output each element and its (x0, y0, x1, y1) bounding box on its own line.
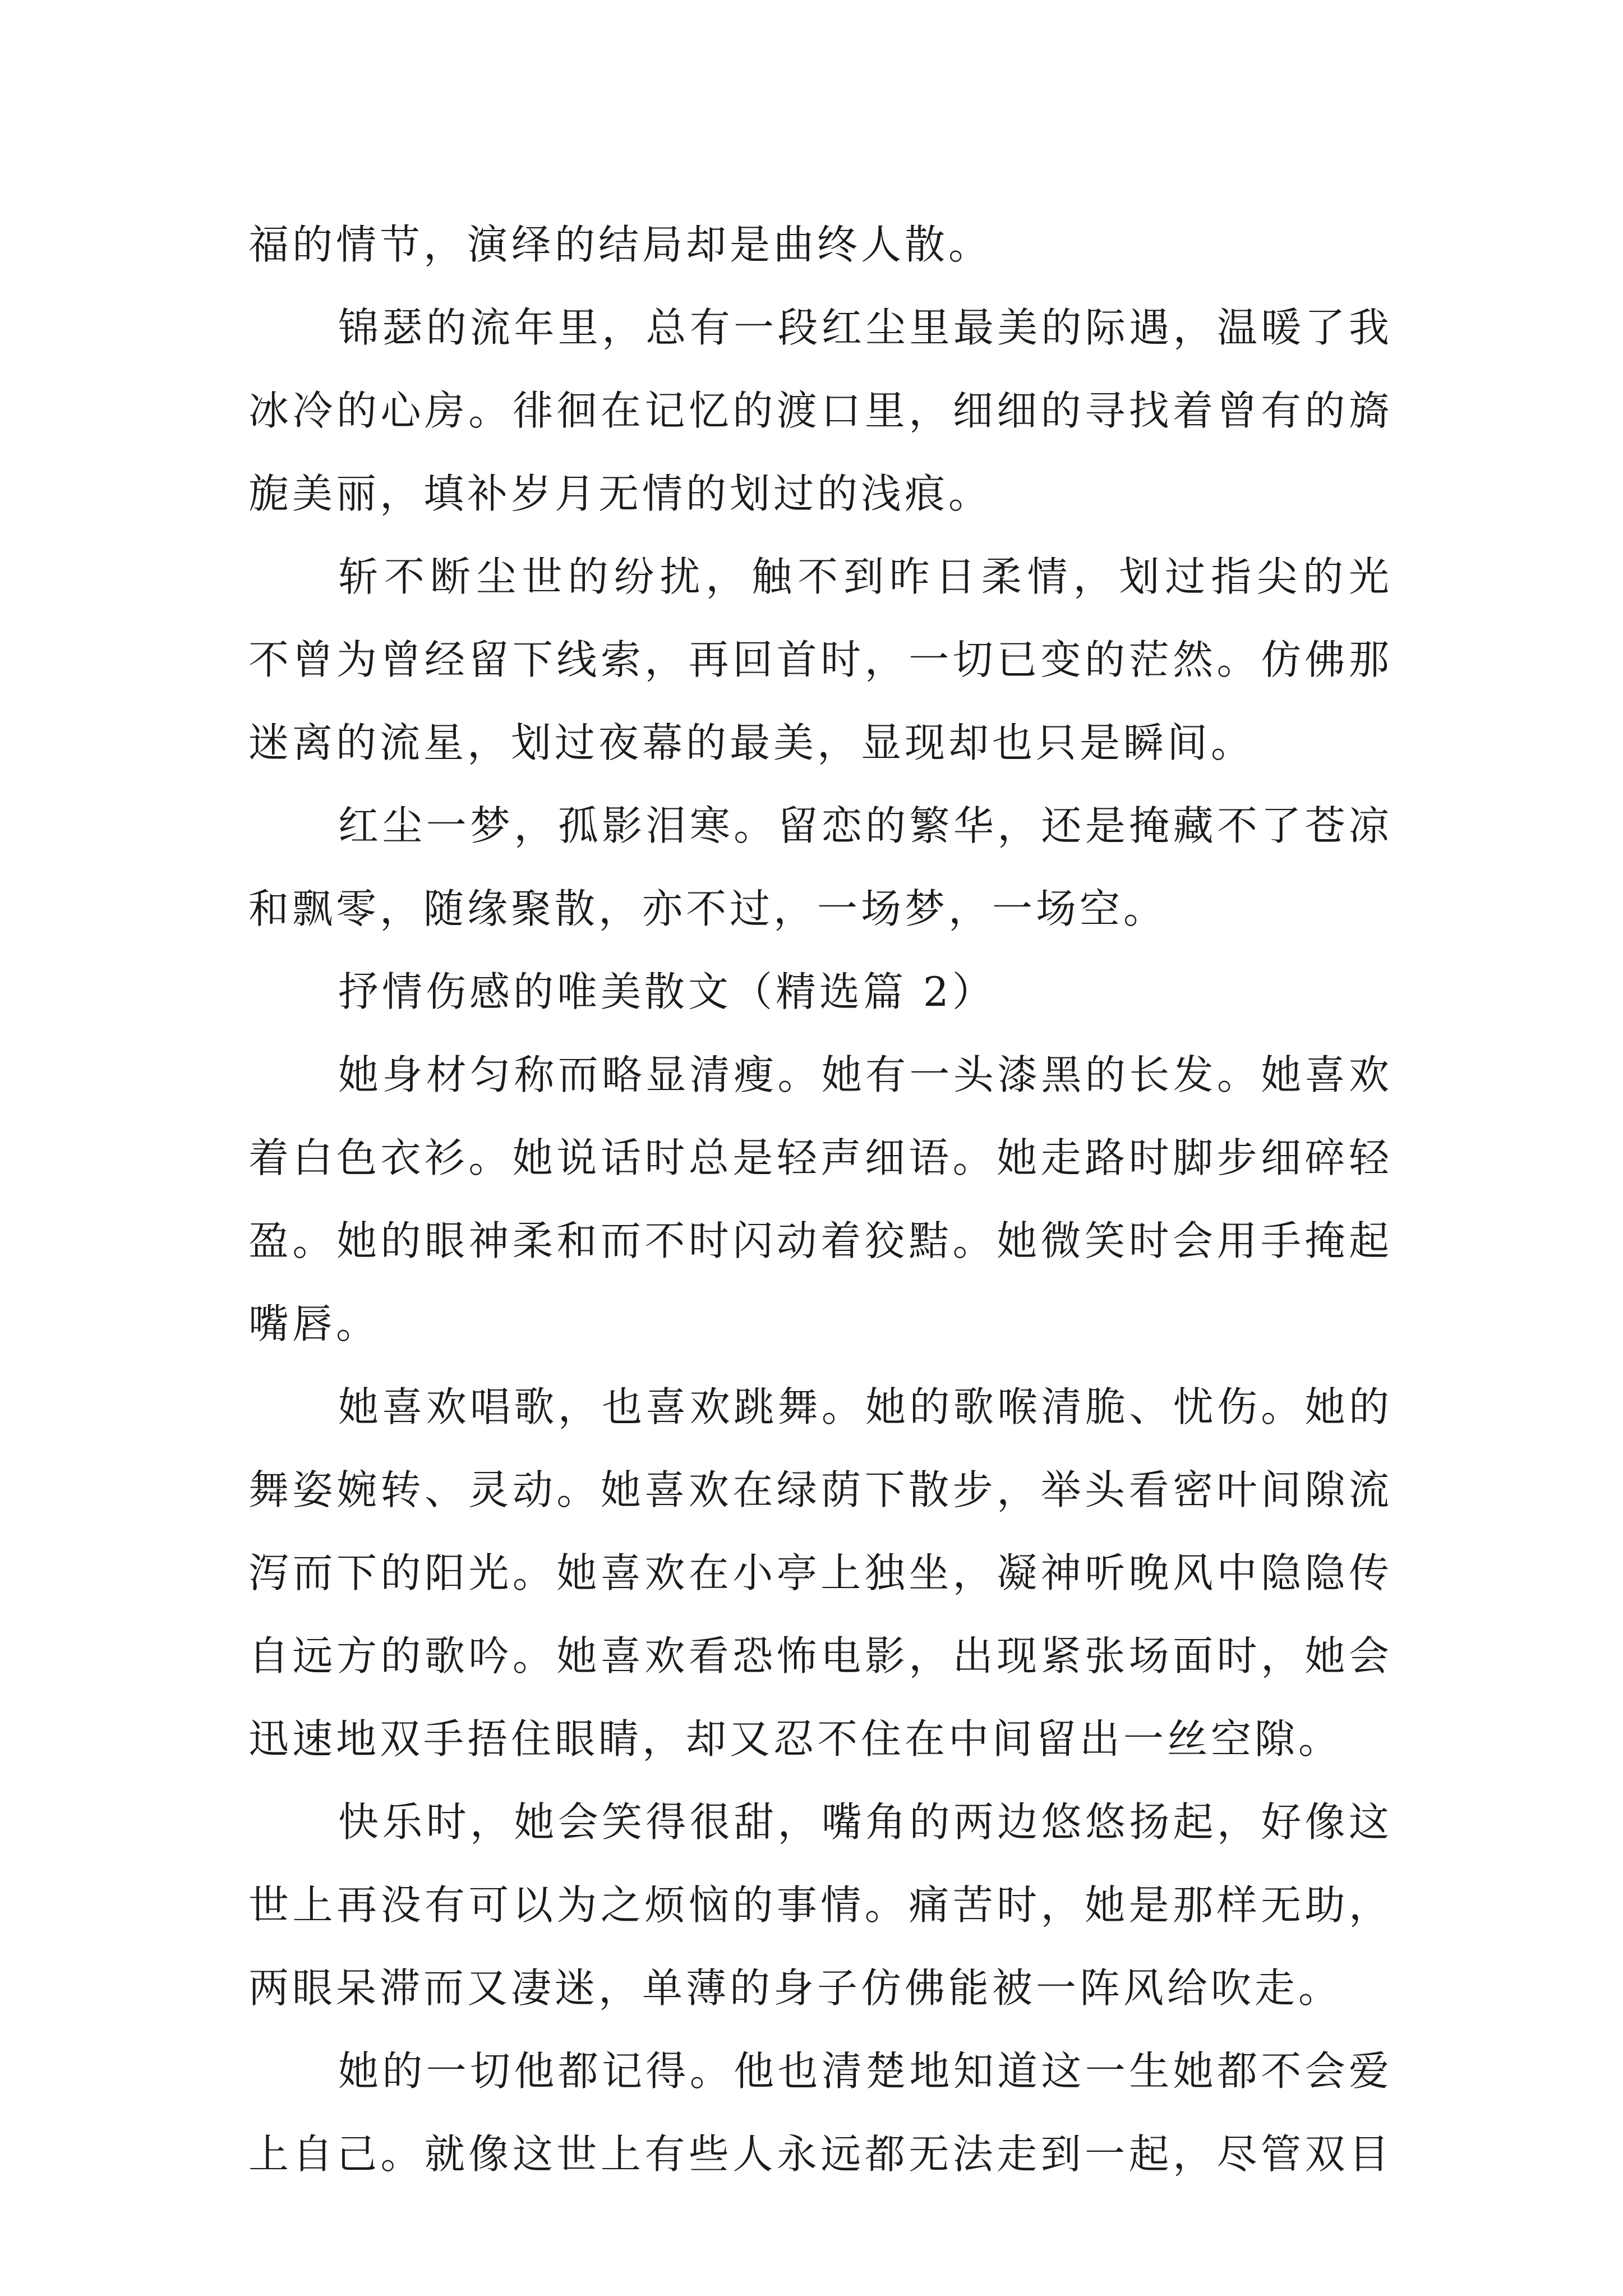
text-line: 快乐时，她会笑得很甜，嘴角的两边悠悠扬起，好像这 (338, 1798, 1393, 1846)
text-line: 红尘一梦，孤影泪寒。留恋的繁华，还是掩藏不了苍凉 (338, 802, 1393, 849)
text-line: 不曾为曾经留下线索，再回首时，一切已变的茫然。仿佛那 (248, 636, 1393, 683)
body-text (248, 203, 1393, 2196)
text-line: 冰冷的心房。徘徊在记忆的渡口里，细细的寻找着曾有的旖 (248, 387, 1393, 434)
text-line: 自远方的歌吟。她喜欢看恐怖电影，出现紧张场面时，她会 (248, 1632, 1393, 1680)
text-line: 着白色衣衫。她说话时总是轻声细语。她走路时脚步细碎轻 (248, 1134, 1393, 1181)
text-line: 和飘零，随缘聚散，亦不过，一场梦，一场空。 (248, 885, 1168, 932)
text-line: 锦瑟的流年里，总有一段红尘里最美的际遇，温暖了我 (338, 304, 1393, 351)
text-line: 上自己。就像这世上有些人永远都无法走到一起，尽管双目 (248, 2131, 1393, 2178)
text-line: 嘴唇。 (248, 1300, 380, 1347)
text-line: 她喜欢唱歌，也喜欢跳舞。她的歌喉清脆、忧伤。她的 (338, 1383, 1393, 1430)
text-line: 迷离的流星，划过夜幕的最美，显现却也只是瞬间。 (248, 719, 1255, 766)
text-line: 斩不断尘世的纷扰，触不到昨日柔情，划过指尖的光 (338, 553, 1393, 600)
text-line: 她身材匀称而略显清瘦。她有一头漆黑的长发。她喜欢 (338, 1051, 1393, 1098)
text-line: 福的情节，演绎的结局却是曲终人散。 (248, 221, 993, 268)
section-heading: 抒情伤感的唯美散文（精选篇 2） (338, 968, 996, 1015)
text-line: 舞姿婉转、灵动。她喜欢在绿荫下散步，举头看密叶间隙流 (248, 1466, 1393, 1513)
text-line: 她的一切他都记得。他也清楚地知道这一生她都不会爱 (338, 2047, 1393, 2095)
text-line: 旎美丽，填补岁月无情的划过的浅痕。 (248, 470, 993, 517)
text-line: 世上再没有可以为之烦恼的事情。痛苦时，她是那样无助， (248, 1881, 1393, 1929)
text-line: 盈。她的眼神柔和而不时闪动着狡黠。她微笑时会用手掩起 (248, 1217, 1393, 1264)
text-line: 泻而下的阳光。她喜欢在小亭上独坐，凝神听晚风中隐隐传 (248, 1549, 1393, 1596)
text-line: 两眼呆滞而又凄迷，单薄的身子仿佛能被一阵风给吹走。 (248, 1964, 1343, 2012)
text-line: 迅速地双手捂住眼睛，却又忍不住在中间留出一丝空隙。 (248, 1715, 1343, 1763)
